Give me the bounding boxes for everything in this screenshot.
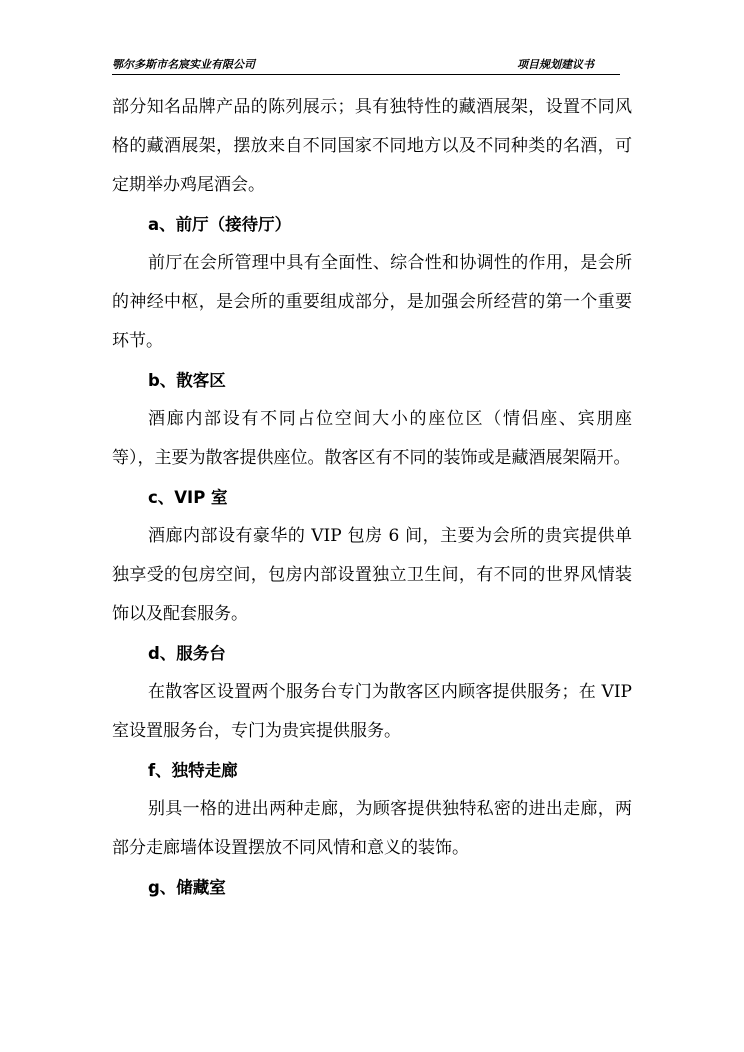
section-text-corridor: 别具一格的进出两种走廊，为顾客提供独特私密的进出走廊，两部分走廊墙体设置摆放不同风情和意义的装饰。 <box>112 799 632 858</box>
document-body <box>112 88 632 907</box>
section-text-vip-room: 酒廊内部设有豪华的 VIP 包房 6 间，主要为会所的贵宾提供单独享受的包房空间，包房内部设置独立卫生间，有不同的世界风情装饰以及配套服务。 <box>112 526 632 624</box>
company-name: 鄂尔多斯市名宸实业有限公司 <box>112 58 255 71</box>
intro-paragraph: 部分知名品牌产品的陈列展示；具有独特性的藏酒展架，设置不同风格的藏酒展架，摆放来自不同国家不同地方以及不同种类的名酒，可定期举办鸡尾酒会。 <box>112 97 632 195</box>
section-heading-storage: g、储藏室 <box>148 878 226 897</box>
document-title: 项目规划建议书 <box>517 58 594 71</box>
page-header <box>112 52 620 75</box>
section-heading-front-hall: a、前厅（接待厅） <box>148 215 292 234</box>
section-heading-guest-area: b、散客区 <box>148 371 226 390</box>
section-text-service-desk: 在散客区设置两个服务台专门为散客区内顾客提供服务；在 VIP 室设置服务台，专门为贵宾提供服务。 <box>112 682 632 741</box>
section-text-guest-area: 酒廊内部设有不同占位空间大小的座位区（情侣座、宾朋座等），主要为散客提供座位。散客区有不同的装饰或是藏酒展架隔开。 <box>112 409 632 468</box>
section-heading-service-desk: d、服务台 <box>148 644 226 663</box>
section-heading-corridor: f、独特走廊 <box>148 761 238 780</box>
section-heading-vip-room: c、VIP 室 <box>148 488 228 507</box>
section-text-front-hall: 前厅在会所管理中具有全面性、综合性和协调性的作用，是会所的神经中枢，是会所的重要组成部分，是加强会所经营的第一个重要环节。 <box>112 253 632 351</box>
